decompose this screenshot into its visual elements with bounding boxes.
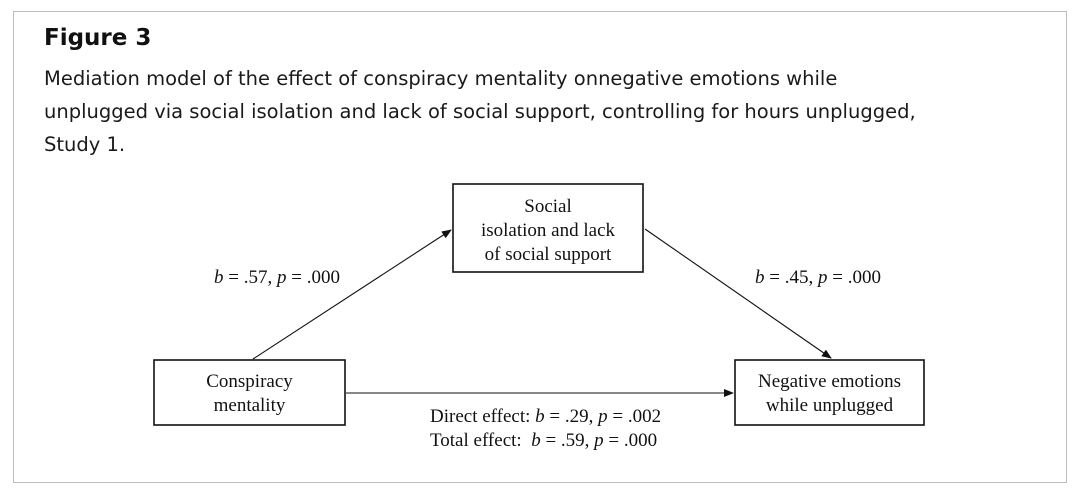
mediator-label-line: of social support xyxy=(484,244,612,265)
predictor-label-line: Conspiracy xyxy=(206,371,293,392)
caption-line: Mediation model of the effect of conspiracy mentality onnegative emotions while xyxy=(44,67,838,90)
direct-effect-label: Direct effect: b = .29, p = .002 xyxy=(430,406,662,427)
outcome-label-line: Negative emotions xyxy=(758,371,901,392)
mediator-label-line: isolation and lack xyxy=(480,220,616,241)
predictor-label-line: mentality xyxy=(213,395,286,416)
path-b-arrow xyxy=(645,229,831,358)
mediator-label-line: Social xyxy=(524,196,572,217)
path-a-arrow xyxy=(253,230,451,359)
outcome-label-line: while unplugged xyxy=(765,395,894,416)
path-a-coefficient: b = .57, p = .000 xyxy=(214,267,340,288)
path-b-coefficient: b = .45, p = .000 xyxy=(755,267,881,288)
caption-line: unplugged via social isolation and lack of social support, controlling for hours unplugged, xyxy=(44,100,916,123)
total-effect-label: Total effect: b = .59, p = .000 xyxy=(430,430,658,451)
figure-label: Figure 3 xyxy=(44,25,152,51)
caption-line: Study 1. xyxy=(44,133,126,156)
